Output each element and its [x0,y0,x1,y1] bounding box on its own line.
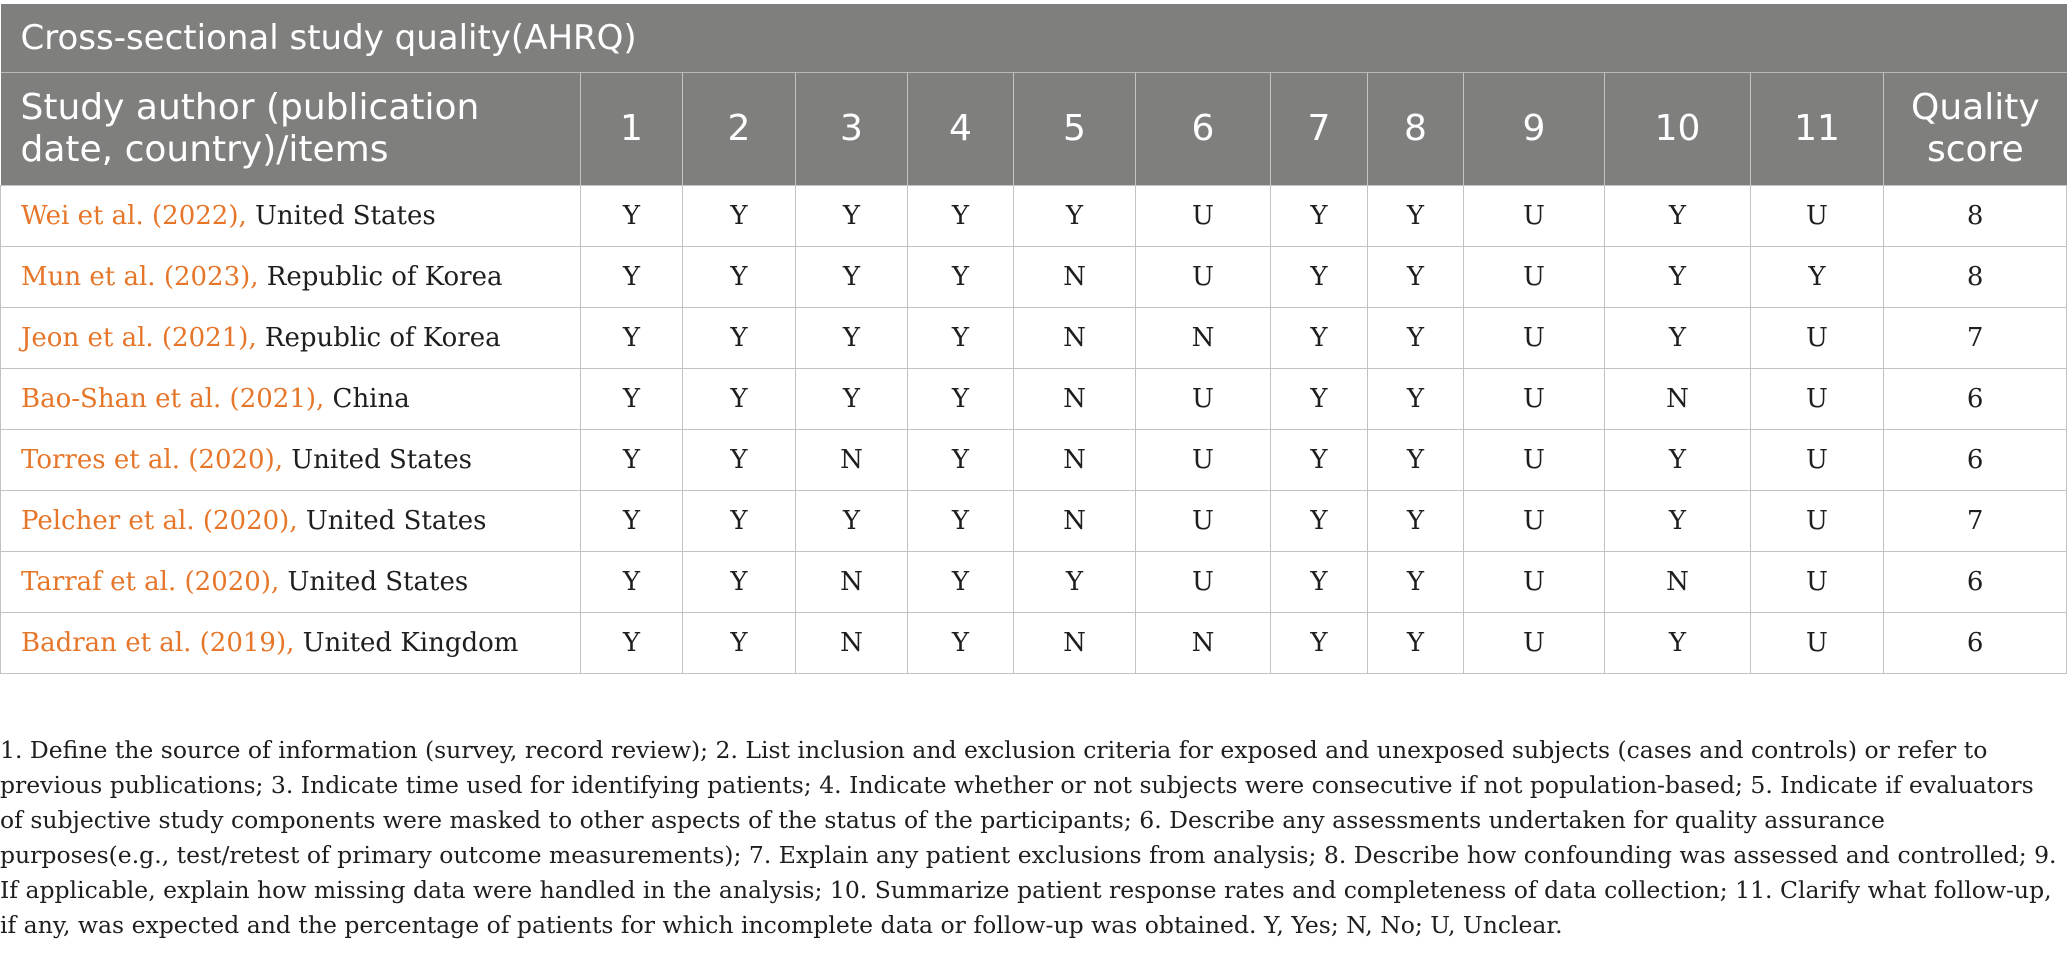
item-3-rating: Y [796,308,908,369]
item-5-rating: N [1014,613,1136,674]
item-9-rating: U [1464,186,1605,247]
item-2-rating: Y [683,613,796,674]
item-9-rating: U [1464,430,1605,491]
item-5-rating: N [1014,308,1136,369]
item-2-rating: Y [683,491,796,552]
item-2-rating: Y [683,552,796,613]
item-column-header-11: 11 [1751,73,1884,186]
quality-score-cell: 7 [1884,308,2067,369]
study-cell [1,430,581,491]
column-header-row [1,73,2067,186]
table-row [1,186,2067,247]
item-5-rating: Y [1014,186,1136,247]
study-country: United Kingdom [294,628,519,658]
item-10-rating: N [1605,552,1751,613]
item-1-rating: Y [581,430,683,491]
item-4-rating: Y [908,430,1014,491]
item-9-rating: U [1464,613,1605,674]
quality-score-cell: 8 [1884,186,2067,247]
item-7-rating: Y [1271,430,1368,491]
item-10-rating: Y [1605,491,1751,552]
table-row [1,430,2067,491]
item-3-rating: N [796,430,908,491]
item-8-rating: Y [1368,308,1464,369]
item-8-rating: Y [1368,186,1464,247]
study-reference-link[interactable]: Jeon et al. (2021), [21,323,257,353]
quality-score-cell: 6 [1884,613,2067,674]
study-reference-link[interactable]: Pelcher et al. (2020), [21,506,298,536]
item-11-rating: U [1751,186,1884,247]
table-body [1,186,2067,674]
item-2-rating: Y [683,308,796,369]
item-5-rating: N [1014,491,1136,552]
item-4-rating: Y [908,247,1014,308]
item-5-rating: N [1014,369,1136,430]
item-6-rating: U [1136,247,1271,308]
study-country: Republic of Korea [258,262,503,292]
item-8-rating: Y [1368,552,1464,613]
item-4-rating: Y [908,186,1014,247]
item-column-header-10: 10 [1605,73,1751,186]
item-1-rating: Y [581,186,683,247]
item-2-rating: Y [683,247,796,308]
item-1-rating: Y [581,552,683,613]
item-10-rating: Y [1605,247,1751,308]
item-8-rating: Y [1368,430,1464,491]
quality-score-cell: 7 [1884,491,2067,552]
item-5-rating: Y [1014,552,1136,613]
study-reference-link[interactable]: Torres et al. (2020), [21,445,283,475]
item-7-rating: Y [1271,369,1368,430]
item-6-rating: U [1136,552,1271,613]
item-column-header-5: 5 [1014,73,1136,186]
quality-score-cell: 6 [1884,430,2067,491]
item-7-rating: Y [1271,247,1368,308]
item-5-rating: N [1014,247,1136,308]
study-reference-link[interactable]: Badran et al. (2019), [21,628,295,658]
item-7-rating: Y [1271,491,1368,552]
study-cell [1,613,581,674]
item-3-rating: Y [796,186,908,247]
table-row [1,491,2067,552]
item-column-header-9: 9 [1464,73,1605,186]
table-row [1,308,2067,369]
item-7-rating: Y [1271,613,1368,674]
study-cell [1,186,581,247]
item-6-rating: N [1136,613,1271,674]
item-6-rating: U [1136,491,1271,552]
item-3-rating: Y [796,369,908,430]
item-column-header-4: 4 [908,73,1014,186]
study-reference-link[interactable]: Bao-Shan et al. (2021), [21,384,325,414]
item-1-rating: Y [581,369,683,430]
item-column-header-7: 7 [1271,73,1368,186]
item-4-rating: Y [908,613,1014,674]
quality-table-container [0,4,2066,674]
table-title: Cross-sectional study quality(AHRQ) [1,4,2067,73]
item-11-rating: Y [1751,247,1884,308]
table-footnote: 1. Define the source of information (survey, record review); 2. List inclusion and exclusion criteria for exposed and unexposed subjects (cases and controls) or refer to previous publications; 3. Indicate time used for identifying patients; 4. Indicate whether or not subjects were consecutive if not population-based; 5. Indicate if evaluators of subjective study components were masked to other aspects of the status of the participants; 6. Describe any assessments undertaken for quality assurance purposes(e.g., test/retest of primary outcome measurements); 7. Explain any patient exclusions from analysis; 8. Describe how confounding was assessed and controlled; 9. If applicable, explain how missing data were handled in the analysis; 10. Summarize patient response rates and completeness of data collection; 11. Clarify what follow-up, if any, was expected and the percentage of patients for which incomplete data or follow-up was obtained. Y, Yes; N, No; U, Unclear. [0,736,2057,939]
item-4-rating: Y [908,491,1014,552]
item-9-rating: U [1464,552,1605,613]
item-7-rating: Y [1271,552,1368,613]
item-1-rating: Y [581,247,683,308]
study-country: United States [279,567,469,597]
item-10-rating: N [1605,369,1751,430]
item-1-rating: Y [581,308,683,369]
quality-score-cell: 6 [1884,369,2067,430]
item-7-rating: Y [1271,186,1368,247]
item-3-rating: Y [796,247,908,308]
study-reference-link[interactable]: Wei et al. (2022), [21,201,247,231]
study-column-header: Study author (publication date, country)/items [1,73,581,186]
item-11-rating: U [1751,369,1884,430]
study-reference-link[interactable]: Tarraf et al. (2020), [21,567,280,597]
item-8-rating: Y [1368,613,1464,674]
study-country: United States [246,201,436,231]
item-11-rating: U [1751,491,1884,552]
item-2-rating: Y [683,186,796,247]
item-column-header-3: 3 [796,73,908,186]
item-6-rating: N [1136,308,1271,369]
item-9-rating: U [1464,491,1605,552]
item-4-rating: Y [908,369,1014,430]
study-cell [1,369,581,430]
item-6-rating: U [1136,186,1271,247]
item-9-rating: U [1464,247,1605,308]
item-11-rating: U [1751,552,1884,613]
study-cell [1,552,581,613]
item-column-header-6: 6 [1136,73,1271,186]
item-3-rating: N [796,552,908,613]
item-1-rating: Y [581,613,683,674]
item-8-rating: Y [1368,491,1464,552]
table-row [1,613,2067,674]
item-4-rating: Y [908,308,1014,369]
study-cell [1,491,581,552]
item-4-rating: Y [908,552,1014,613]
item-11-rating: U [1751,308,1884,369]
table-row [1,552,2067,613]
item-1-rating: Y [581,491,683,552]
item-11-rating: U [1751,430,1884,491]
table-row [1,247,2067,308]
item-10-rating: Y [1605,308,1751,369]
item-column-header-8: 8 [1368,73,1464,186]
study-country: United States [297,506,487,536]
item-5-rating: N [1014,430,1136,491]
quality-score-cell: 6 [1884,552,2067,613]
item-3-rating: N [796,613,908,674]
item-6-rating: U [1136,430,1271,491]
study-cell [1,247,581,308]
item-10-rating: Y [1605,613,1751,674]
item-6-rating: U [1136,369,1271,430]
item-2-rating: Y [683,430,796,491]
item-9-rating: U [1464,369,1605,430]
item-column-header-2: 2 [683,73,796,186]
study-cell [1,308,581,369]
item-10-rating: Y [1605,186,1751,247]
study-country: China [324,384,410,414]
item-8-rating: Y [1368,369,1464,430]
item-10-rating: Y [1605,430,1751,491]
item-11-rating: U [1751,613,1884,674]
item-9-rating: U [1464,308,1605,369]
item-7-rating: Y [1271,308,1368,369]
item-3-rating: Y [796,491,908,552]
item-column-header-1: 1 [581,73,683,186]
table-row [1,369,2067,430]
quality-score-column-header: Quality score [1884,73,2067,186]
item-8-rating: Y [1368,247,1464,308]
study-country: United States [283,445,472,475]
item-2-rating: Y [683,369,796,430]
study-reference-link[interactable]: Mun et al. (2023), [21,262,259,292]
quality-score-cell: 8 [1884,247,2067,308]
study-country: Republic of Korea [256,323,501,353]
quality-assessment-table [0,4,2067,674]
